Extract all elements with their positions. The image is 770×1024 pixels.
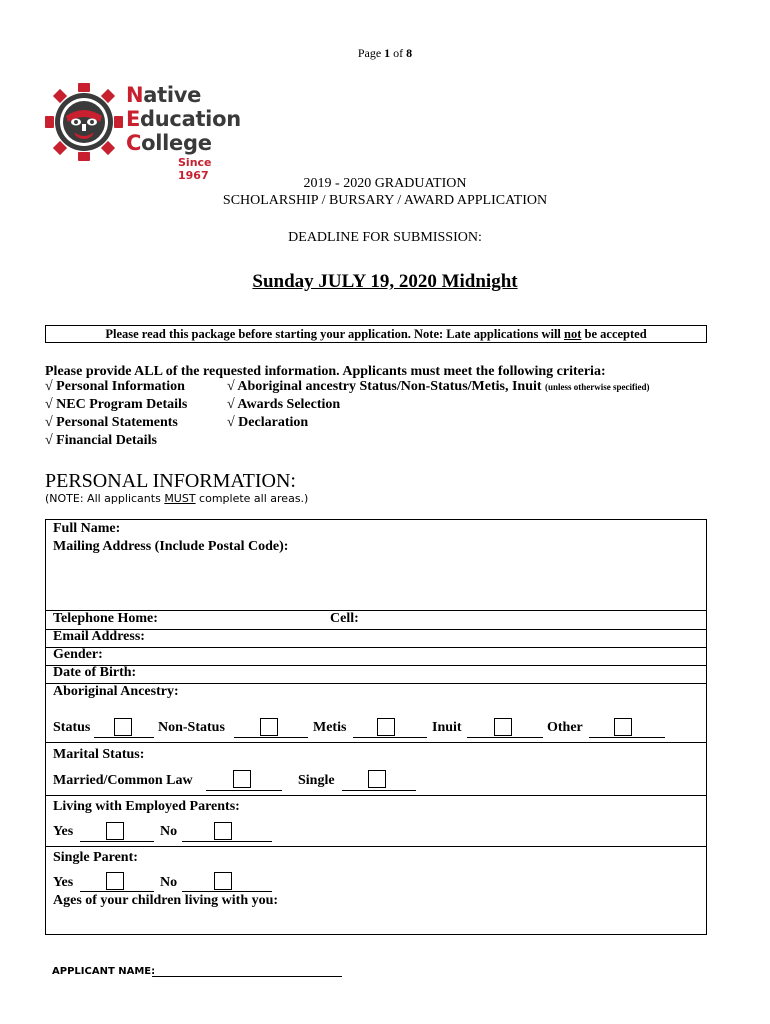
logo-word-college: College — [126, 131, 212, 155]
criteria-item: √ Personal Statements — [45, 415, 178, 430]
living-parents-label: Living with Employed Parents: — [53, 799, 240, 814]
other-option-label: Other — [547, 720, 583, 735]
metis-checkbox[interactable] — [377, 718, 395, 736]
criteria-item: √ Declaration — [227, 415, 309, 430]
gender-label: Gender: — [53, 647, 103, 662]
deadline-date: Sunday JULY 19, 2020 Midnight — [252, 271, 518, 292]
applicant-name-label: APPLICANT NAME: — [52, 966, 156, 977]
single-parent-no-label: No — [160, 875, 178, 890]
marital-status-label: Marital Status: — [53, 747, 145, 762]
college-logo — [44, 82, 244, 182]
single-parent-label: Single Parent: — [53, 850, 138, 865]
full-name-label: Full Name: — [53, 521, 121, 536]
ancestry-label: Aboriginal Ancestry: — [53, 684, 179, 699]
criteria-item: √ Personal Information — [45, 379, 185, 394]
other-checkbox[interactable] — [614, 718, 632, 736]
living-no-checkbox[interactable] — [214, 822, 232, 840]
status-option-label: Status — [53, 720, 91, 735]
dob-label: Date of Birth: — [53, 665, 137, 680]
married-option-label: Married/Common Law — [53, 773, 193, 788]
late-notice: Please read this package before starting your application. Note: Late applications will not be accepted — [45, 325, 707, 343]
status-checkbox[interactable] — [114, 718, 132, 736]
applicant-name-line[interactable] — [152, 976, 342, 977]
married-checkbox[interactable] — [233, 770, 251, 788]
title-application: SCHOLARSHIP / BURSARY / AWARD APPLICATION — [222, 193, 548, 208]
page-number: Page 1 of 8 — [357, 46, 413, 60]
section-title: PERSONAL INFORMATION: — [45, 470, 296, 492]
mailing-address-label: Mailing Address (Include Postal Code): — [53, 539, 289, 554]
native-emblem-icon — [44, 82, 124, 162]
living-yes-checkbox[interactable] — [106, 822, 124, 840]
email-label: Email Address: — [53, 629, 145, 644]
inuit-checkbox[interactable] — [494, 718, 512, 736]
criteria-item: √ Awards Selection — [227, 397, 341, 412]
single-parent-yes-label: Yes — [53, 875, 74, 890]
personal-info-form — [45, 519, 707, 935]
non-status-checkbox[interactable] — [260, 718, 278, 736]
logo-word-education: Education — [126, 107, 241, 131]
title-year: 2019 - 2020 GRADUATION — [303, 176, 467, 191]
single-option-label: Single — [298, 773, 335, 788]
children-ages-label: Ages of your children living with you: — [53, 893, 279, 908]
criteria-intro: Please provide ALL of the requested information. Applicants must meet the following criteria: — [45, 364, 606, 379]
single-parent-yes-checkbox[interactable] — [106, 872, 124, 890]
logo-since: Since 1967 — [178, 156, 212, 182]
single-parent-no-checkbox[interactable] — [214, 872, 232, 890]
single-checkbox[interactable] — [368, 770, 386, 788]
cell-label: Cell: — [330, 611, 359, 626]
criteria-item: √ Aboriginal ancestry Status/Non-Status/Metis, Inuit (unless otherwise specified) — [227, 379, 650, 394]
criteria-item: √ Financial Details — [45, 433, 157, 448]
living-no-label: No — [160, 824, 178, 839]
metis-option-label: Metis — [313, 720, 347, 735]
non-status-option-label: Non-Status — [158, 720, 225, 735]
criteria-item: √ NEC Program Details — [45, 397, 188, 412]
telephone-home-label: Telephone Home: — [53, 611, 158, 626]
logo-word-native: Native — [126, 83, 202, 107]
living-yes-label: Yes — [53, 824, 74, 839]
section-note: (NOTE: All applicants MUST complete all areas.) — [45, 492, 309, 505]
inuit-option-label: Inuit — [432, 720, 462, 735]
title-deadline-label: DEADLINE FOR SUBMISSION: — [288, 230, 482, 245]
